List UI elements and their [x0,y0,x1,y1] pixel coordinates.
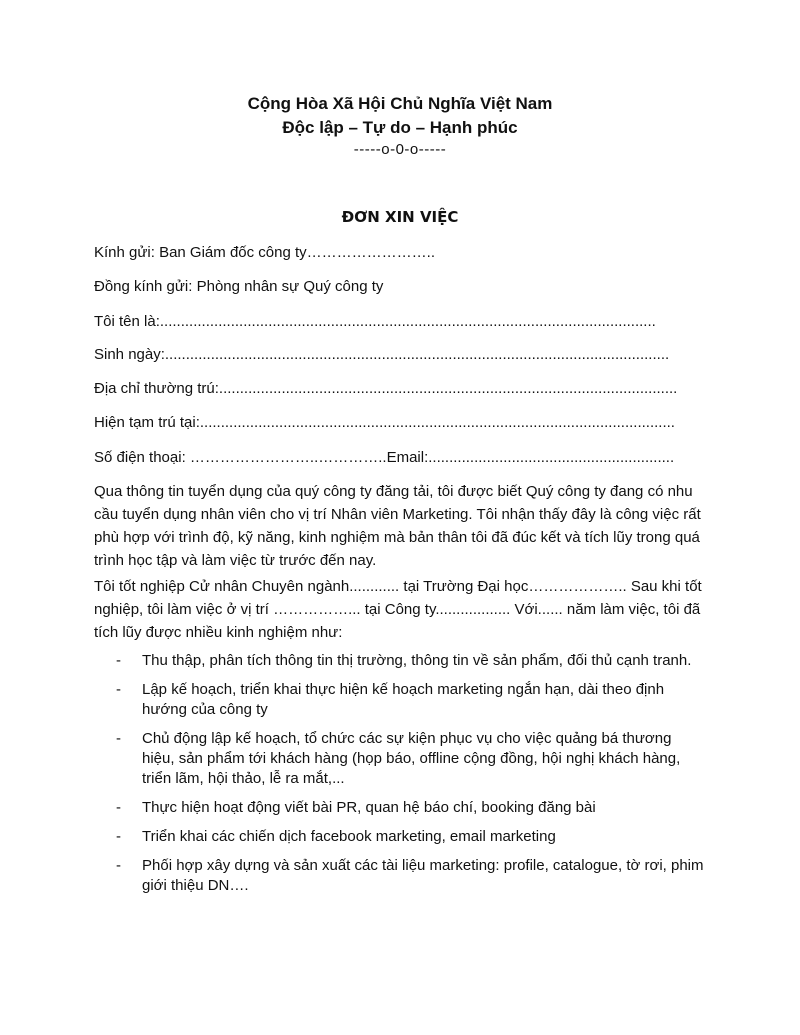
country-heading: Cộng Hòa Xã Hội Chủ Nghĩa Việt Nam [247,94,553,113]
list-item [94,827,706,847]
experience-list [94,651,706,905]
cc-line: Đồng kính gửi: Phòng nhân sự Quý công ty [94,278,384,295]
document-title: ĐƠN XIN VIỆC [341,208,459,226]
list-item-text: Triển khai các chiến dịch facebook marketing, email marketing [142,828,556,845]
list-item-text: Lập kế hoạch, triển khai thực hiện kế hoạch marketing ngắn hạn, dài theo định hướng của công ty [142,681,665,718]
list-item [94,651,706,671]
dob-field: Sinh ngày:......................................................................................................................... [94,346,670,363]
education-paragraph [94,575,706,644]
list-item-text: Phối hợp xây dựng và sản xuất các tài liệu marketing: profile, catalogue, tờ rơi, phim giới thiệu DN…. [142,857,704,894]
list-item-text: Thu thập, phân tích thông tin thị trường, thông tin về sản phẩm, đối thủ cạnh tranh. [142,652,692,669]
education-text: Tôi tốt nghiệp Cử nhân Chuyên ngành............ tại Trường Đại học……………….. Sau khi tốt nghiệp, tôi làm việc ở vị trí ……………... tại Công ty.................. Với...... năm làm việc, tôi đã tích lũy được nhiều kinh nghiệm như: [94,578,702,641]
intro-paragraph [94,480,706,572]
bullet-dash: - [116,828,121,845]
motto-heading: Độc lập – Tự do – Hạnh phúc [282,118,518,137]
list-item [94,680,706,720]
list-item [94,729,706,789]
bullet-dash: - [116,652,121,669]
bullet-dash: - [116,730,121,747]
bullet-dash: - [116,681,121,698]
list-item-text: Chủ động lập kế hoạch, tổ chức các sự kiện phục vụ cho việc quảng bá thương hiệu, sản phẩm tới khách hàng (họp báo, offline cộng đồng, hội nghị khách hàng, triển lãm, hội thảo, lễ ra mắt,... [142,730,681,787]
addressee-line: Kính gửi: Ban Giám đốc công ty…………………….. [94,244,435,261]
header-separator: -----o-0-o----- [353,141,447,158]
list-item-text: Thực hiện hoạt động viết bài PR, quan hệ báo chí, booking đăng bài [142,799,596,816]
address-field: Địa chỉ thường trú:.............................................................................................................. [94,380,678,397]
name-field: Tôi tên là:....................................................................................................................... [94,313,656,330]
bullet-dash: - [116,799,121,816]
phone-email-field: Số điện thoại: ……………………..…………..Email:........................................................... [94,449,675,466]
temp-address-field: Hiện tạm trú tại:.................................................................................................................. [94,414,675,431]
list-item [94,856,706,896]
list-item [94,798,706,818]
intro-text: Qua thông tin tuyển dụng của quý công ty đăng tải, tôi được biết Quý công ty đang có nhu cầu tuyển dụng nhân viên cho vị trí Nhân viên Marketing. Tôi nhận thấy đây là công việc rất phù hợp với trình độ, kỹ năng, kinh nghiệm mà bản thân tôi đã đúc kết và tích lũy trong quá trình học tập và làm việc từ trước đến nay. [94,483,701,569]
bullet-dash: - [116,857,121,874]
